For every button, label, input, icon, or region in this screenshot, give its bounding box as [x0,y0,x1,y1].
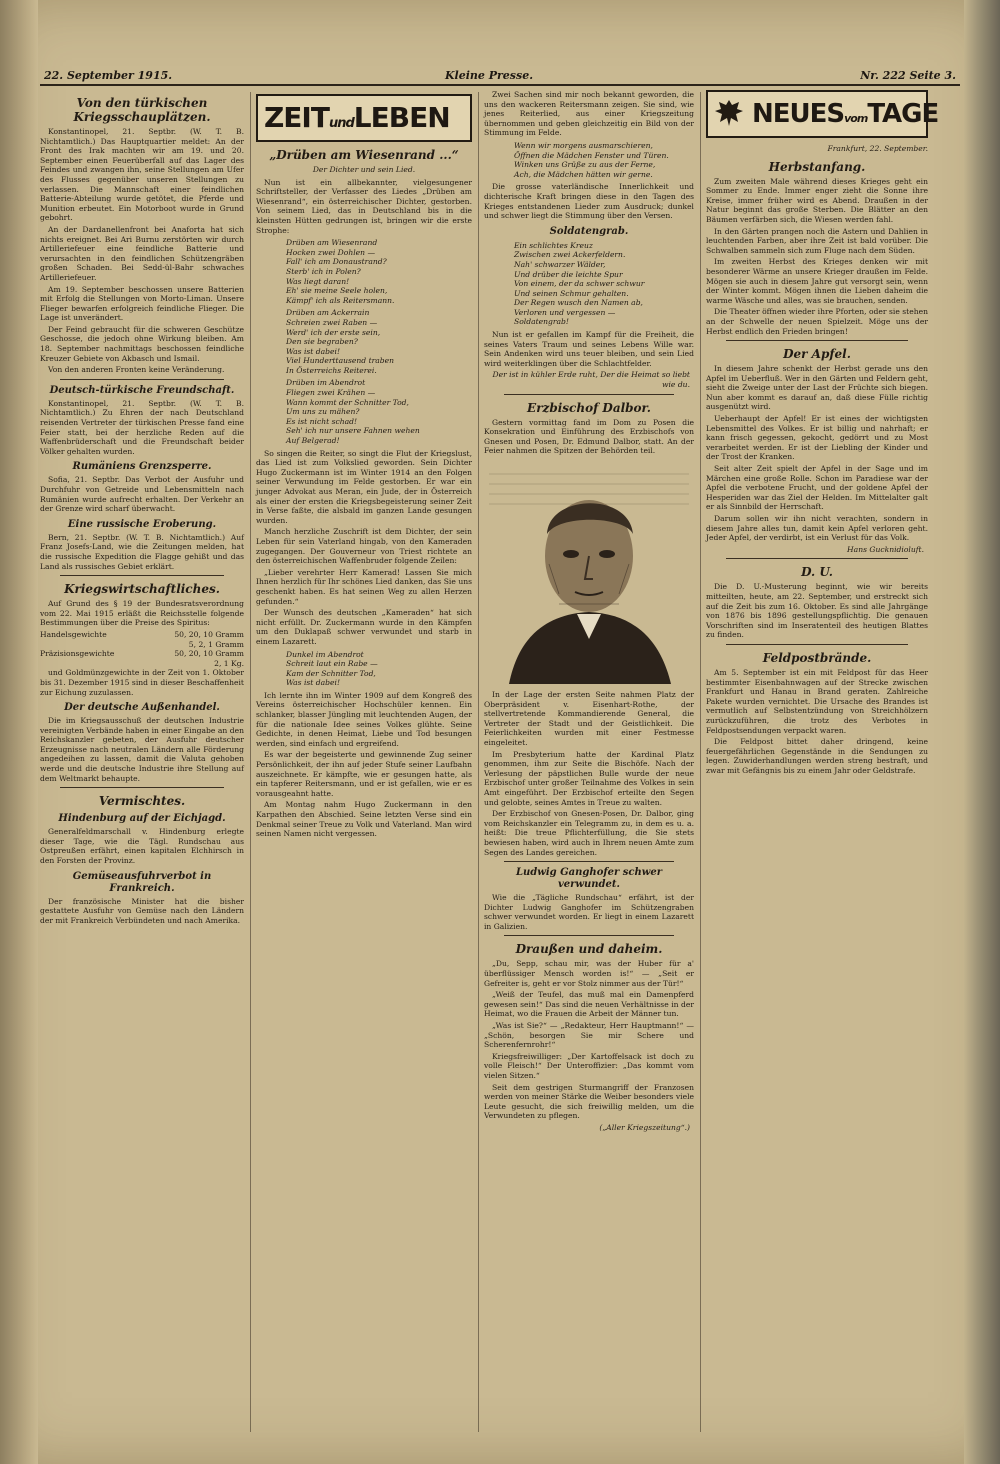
headline-russian-conquest: Eine russische Eroberung. [67,518,217,530]
headline-war-economy: Kriegswirtschaftliches. [64,582,220,597]
column-4 [706,90,939,1440]
article-paragraph: Ich lernte ihn im Winter 1909 auf dem Kongreß des Vereins österreichischer Hochschüler kennen. Ein schlanker, blasser Jüngling mit leuchtenden Augen, der für die nationale Idee seines Volkes glühte. Seine Gedichte, in denen Heimat, Liebe und Tod besungen werden, sind einfach und ergreifend. [256,690,472,748]
headline-field-post-fires: Feldpostbrände. [762,650,872,665]
header-date: 22. September 1915. [44,69,173,82]
table-row: Handelsgewichte 50, 20, 10 Gramm [40,629,244,639]
article-paragraph: Von den anderen Fronten keine Veränderung. [48,365,225,375]
poem-stanza: Wenn wir morgens ausmarschieren, Öffnen die Mädchen Fenster und Türen. Winken uns Grüße zu aus der Ferne, Ach, die Mädchen hätten wir gerne. [514,140,669,179]
article-paragraph: Auf Grund des § 19 der Bundesratsverordnung vom 22. Mai 1915 erläßt die Reichsstelle folgende Bestimmungen über die Preise des Spiritus: [40,599,244,628]
article-paragraph: Nun ist ein allbekannter, vielgesungener Schriftsteller, der Verfasser des Liedes „Drüben am Wiesenrand“, ein österreichischer Dichter, gestorben. Von seinem Lied, das in Deutschland bis in die kleinsten Hütten gedrungen ist, bringen wir die erste Strophe: [256,177,472,235]
poem-stanza: Drüben am Wiesenrand Hocken zwei Dohlen — Fall' ich am Donaustrand? Sterb' ich in Polen? Was liegt daran! Eh' sie meine Seele holen, Kämpf' ich als Reitersmann. [286,238,395,305]
article-paragraph: Die Feldpost bittet daher dringend, keine feuergefährlichen Gegenstände in die Sendungen zu legen. Zuwiderhandlungen werden streng bestraft, und zwar mit Gefängnis bis zu einem Jahr oder Geldstrafe. [706,737,928,775]
headline-foreign-trade: Der deutsche Außenhandel. [64,702,220,714]
headline-miscellaneous: Vermischtes. [98,794,186,809]
article-paragraph: Es war der begeisterte und gewinnende Zug seiner Persönlichkeit, der ihn auf jeder Stufe seiner Laufbahn auszeichnete. Er kämpfte, wie er gesungen hatte, als ein tapferer Reitersmann, und er ist gefallen, wie er es vorausgeahnt hatte. [256,750,472,798]
article-paragraph: Am 19. September beschossen unsere Batterien mit Erfolg die Stellungen von Morto-Liman. Unsere Flieger bewarfen erfolgreich feindliche Flieger. Die Lage ist unverändert. [40,284,244,323]
table-row: 2, 1 Kg. [214,658,244,668]
article-paragraph: So singen die Reiter, so singt die Flut der Kriegslust, das Lied ist zum Volkslied geworden. Sein Dichter Hugo Zuckermann ist im Winter 1914 an den Folgen seiner Verwundung im Felde gestorben. Er war ein junger Advokat aus Meran, ein Jude, der in Österreich als einer der ersten die Kriegsbegeisterung seiner Zeit in Verse faßte, die alsbald im ganzen Lande gesungen wurden. [256,448,472,525]
article-paragraph: Ueberhaupt der Apfel! Er ist eines der wichtigsten Lebensmittel des Volkes. Er ist billig und nahrhaft; er kann frisch gegessen, gekocht, gedörrt und zu Most verarbeitet werden. Er ist der Liebling der Kinder und der Trost der Kranken. [706,414,928,462]
article-paragraph: Seit dem gestrigen Sturmangriff der Franzosen werden von meiner Stärke die Weiber besonders viele Leute gesucht, die sich freiwillig melden, um die Verwundeten zu pflegen. [484,1082,694,1121]
article-paragraph: Am 5. September ist ein mit Feldpost für das Heer bestimmter Eisenbahnwagen auf der Strecke zwischen Frankfurt und Hanau in Brand geraten. Zahlreiche Pakete wurden vernichtet. Die Ursache des Brandes ist vermutlich auf Selbstentzündung von Streichhölzern zurückzuführen, die trotz des Verbotes in Feldpostsendungen verpackt waren. [706,667,928,735]
author-signature: Hans Gucknidioluft. [847,544,924,554]
article-paragraph: Die grosse vaterländische Innerlichkeit und dichterische Kraft bringen diese in den Tagen des Krieges entstandenen Lieder zum Ausdruck; dunkel und schwer liegt die Stimmung über den Versen. [484,182,694,221]
article-paragraph: Konstantinopel, 21. Septbr. (W. T. B. Nichtamtlich.) Das Hauptquartier meldet: An der Front des Irak machten wir am 19. und 20. September einen Feuerüberfall auf das Lager des Feindes und zwangen ihn, seine Stellungen am Ufer des Flusses gegenüber unseren Stellungen zu verlassen. Die Mannschaft einer feindlichen Batterie-Abteilung wurde getötet, die Pferde und Munition erbeutet. Ein Motorboot wurde in Grund gebohrt. [40,127,244,223]
section-rule [726,558,908,559]
page-header [40,68,960,86]
banner-title: NEUESvomTAGE [752,99,939,129]
section-rule [504,394,674,395]
article-paragraph: An der Dardanellenfront bei Anaforta hat sich nichts ereignet. Bei Ari Burnu zerstörten wir durch Artilleriefeuer eine feindliche Batterie und verursachten in den feindlichen Schützengräben großen Schaden. Bei Sedd-ül-Bahr schwaches Artilleriefeuer. [40,224,244,282]
right-page-edge [964,0,1000,1464]
headline-vegetable-export: Gemüseausfuhrverbot in Frankreich. [72,870,212,894]
article-paragraph: Bern, 21. Septbr. (W. T. B. Nichtamtlich.) Auf Franz Josefs-Land, wie die Zeitungen melden, hat die russische Expedition die Flagge gehißt und das Land als russisches Gebiet erklärt. [40,532,244,571]
feuilleton-title: „Drüben am Wiesenrand ...“ [269,148,459,162]
headline-apple: Der Apfel. [783,347,851,362]
column-divider [478,92,479,1432]
section-rule [726,644,908,645]
article-paragraph: Die D. U.-Musterung beginnt, wie wir bereits mitteilten, heute, am 22. September, und erstreckt sich auf die Zeit bis zum 16. Oktober. Es sind alle Jahrgänge von 1876 bis 1896 gestellungspflichtig. Die genauen Vorschriften sind im Inseratenteil des heutigen Blattes zu finden. [706,582,928,640]
article-paragraph: Kriegsfreiwilliger: „Der Kartoffelsack ist doch zu volle Fleisch!“ Der Unteroffizier: „Das kommt vom vielen Sitzen.“ [484,1051,694,1080]
article-paragraph: „Was ist Sie?“ — „Redakteur, Herr Hauptmann!“ — „Schön, besorgen Sie mir Schere und Scherenfernrohr!“ [484,1021,694,1050]
article-paragraph: Die Theater öffnen wieder ihre Pforten, oder sie stehen an der Schwelle der neuen Spielzeit. Möge uns der Herbst endlich den Frieden bringen! [706,307,928,336]
article-paragraph: Zwei Sachen sind mir noch bekannt geworden, die uns den wackeren Reitersmann zeigen. Sie sind, wie jenes Reiterlied, aus einer Kriegszeitung übernommen und geben gleichzeitig ein Bild von der Stimmung im Felde. [484,90,694,138]
poem-stanza: Drüben im Abendrot Fliegen zwei Krähen — Wann kommt der Schnitter Tod, Um uns zu mähen? Es ist nicht schad! Seh' ich nur unsere Fahnen wehen Auf Belgerad! [286,378,420,446]
column-3 [484,90,694,1440]
archbishop-portrait-image [489,464,689,684]
article-paragraph: Die im Kriegsausschuß der deutschen Industrie vereinigten Verbände haben in einer Eingabe an den Reichskanzler gebeten, der Ausfuhr deutscher Erzeugnisse nach neutralen Ländern alle Förderung angedeihen zu lassen, damit die Valuta gehoben werde und die deutsche Industrie ihre Stellung auf dem Weltmarkt behaupte. [40,716,244,783]
article-paragraph: Sofia, 21. Septbr. Das Verbot der Ausfuhr und Durchfuhr von Getreide und Lebensmitteln nach Rumänien wurde aufrecht erhalten. Der Verkehr an der Grenze wird scharf überwacht. [40,475,244,514]
article-paragraph: Generalfeldmarschall v. Hindenburg erlegte dieser Tage, wie die Tägl. Rundschau aus Ostpreußen erfährt, einen kapitalen Elchhirsch in den Forsten der Provinz. [40,827,244,866]
article-paragraph: Manch herzliche Zuschrift ist dem Dichter, der sein Leben für sein Vaterland hingab, von den Kameraden zugegangen. Der Gouverneur von Triest richtete an den österreichischen Waffenbruder folgende Zeilen: [256,527,472,566]
dateline: Frankfurt, 22. September. [827,144,928,153]
poem-stanza: Ein schlichtes Kreuz Zwischen zwei Ackerfeldern. Nah' schwarzer Wälder, Und drüber die leichte Spur Von einem, der da schwer schwur Und seinen Schmur gehalten. Der Regen wusch den Namen ab, Verloren und vergessen — Soldatengrab! [514,240,645,327]
table-row: Präzisionsgewichte 50, 20, 10 Gramm [40,649,244,659]
header-issue: Nr. 222 Seite 3. [860,69,956,82]
table-row: 5, 2, 1 Gramm [188,639,244,649]
closing-verse: Der ist in kühler Erde ruht, Der die Heimat so liebt wie du. [492,370,690,390]
article-paragraph: Nun ist er gefallen im Kampf für die Freiheit, die seines Vaters Traum und seines Lebens Wille war. Sein Andenken wird uns teuer bleiben, und sein Lied wird weiterklingen über die Schlachtfelder. [484,330,694,368]
feuilleton-subtitle: Der Dichter und sein Lied. [312,165,416,174]
eagle-crest-icon [712,96,746,130]
headline-autumn: Herbstanfang. [768,159,866,174]
column-divider [700,92,701,1432]
article-paragraph: Der Feind gebraucht für die schweren Geschütze Geschosse, die jedoch ohne Wirkung bleiben. Am 18. September nachmittags beschossen feindliche Kreuzer Gebiete von Akbasch und Ismail. [40,324,244,363]
article-paragraph: Darum sollen wir ihn nicht verachten, sondern in diesem Jahre alles tun, damit kein Apfel verloren geht. Jeder Apfel, der verdirbt, ist ein Verlust für das Volk. [706,514,928,543]
headline-outside-and-home: Draußen und daheim. [515,942,663,957]
article-paragraph: „Weiß der Teufel, das muß mal ein Damenpferd gewesen sein!“ Das sind die neuen Verhältnisse in der Heimat, wo die Frauen die Arbeit der Männer tun. [484,990,694,1019]
headline-ganghofer: Ludwig Ganghofer schwer verwundet. [515,867,663,891]
article-paragraph: Der Erzbischof von Gnesen-Posen, Dr. Dalbor, ging vom Reichskanzler ein Telegramm zu, in dem es u. a. heißt: Die treue Pflichterfüllung, die Sie stets bewiesen haben, wird auch in Ihrem neuen Amte zum Segen des Landes gereichen. [484,809,694,857]
column-1 [40,90,244,1440]
headline-friendship: Deutsch-türkische Freundschaft. [49,384,235,396]
banner-title: ZEITundLEBEN [264,101,450,134]
zeit-und-leben-banner [256,94,472,142]
article-paragraph: Seit alter Zeit spielt der Apfel in der Sage und im Märchen eine große Rolle. Schon im Paradiese war der Apfel die verbotene Frucht, und der goldene Apfel der Hesperiden war das Ziel der Helden. Im Mittelalter galt er als Sinnbild der Herrschaft. [706,464,928,512]
section-rule [504,935,674,936]
neues-vom-tage-banner [706,90,939,138]
headline-turkish-front: Von den türkischen Kriegsschauplätzen. [73,96,211,124]
header-paper-name: Kleine Presse. [445,69,534,82]
article-paragraph: Konstantinopel, 21. Septbr. (W. T. B. Nichtamtlich.) Zu Ehren der nach Deutschland reisenden Vertreter der türkischen Presse fand eine Feier statt, bei der herzliche Reden auf die Waffenbrüderschaft und die Freundschaft beider Völker gehalten wurden. [40,398,244,456]
section-rule [504,861,674,862]
weights-table [40,630,244,668]
source-attribution: („Aller Kriegszeitung“.) [599,1122,690,1132]
article-paragraph: Der französische Minister hat die bisher gestattete Ausfuhr von Gemüse nach den Ländern der mit Frankreich Verbündeten und nach Amerika. [40,896,244,925]
article-paragraph: Im Presbyterium hatte der Kardinal Platz genommen, ihm zur Seite die Bischöfe. Nach der Verlesung der päpstlichen Bulle wurde der neue Erzbischof unter großer Teilnahme des Volkes in sein Amt eingeführt. Der Erzbischof erteilte den Segen und gelobte, seines Amtes in Treue zu walten. [484,749,694,807]
article-paragraph: In der Lage der ersten Seite nahmen Platz der Oberpräsident v. Eisenhart-Rothe, der stellvertretende Kommandierende General, die Vertreter der Stadt und der Geistlichkeit. Die Feierlichkeiten wurden mit einer Festmesse eingeleitet. [484,690,694,747]
column-2 [256,90,472,1440]
headline-archbishop: Erzbischof Dalbor. [527,400,651,415]
section-rule [726,340,908,341]
section-rule [60,379,224,380]
article-paragraph: „Du, Sepp, schau mir, was der Huber für a' überflüssiger Mensch worden is!“ — „Seit er Gefreiter is, geht er vor Stolz nimmer aus der Tür!“ [484,959,694,988]
article-paragraph: Der Wunsch des deutschen „Kameraden“ hat sich nicht erfüllt. Dr. Zuckermann wurde in den Kämpfen um den Duklapaß schwer verwundet und starb in einem Lazarett. [256,608,472,646]
column-divider [250,92,251,1432]
poem-title: Soldatengrab. [549,225,629,237]
article-paragraph: Gestern vormittag fand im Dom zu Posen die Konsekration und Einführung des Erzbischofs von Gnesen und Posen, Dr. Edmund Dalbor, statt. An der Feier nahmen die Spitzen der Behörden teil. [484,417,694,456]
section-rule [60,575,224,576]
poem-stanza: Drüben am Ackerrain Schreien zwei Raben — Werd' ich der erste sein, Den sie begraben? Was ist dabei! Viel Hunderttausend traben In Österreichs Reiterei. [286,308,395,375]
article-paragraph: Am Montag nahm Hugo Zuckermann in den Karpathen den Abschied. Seine letzten Verse sind ein Denkmal seiner Treue zu Volk und Vaterland. Man wird seinen Namen nicht vergessen. [256,800,472,839]
article-paragraph: In den Gärten prangen noch die Astern und Dahlien in leuchtenden Farben, aber ihre Zeit ist bald vorüber. Die Schwalben sammeln sich zum Fluge nach dem Süden. [706,226,928,255]
article-paragraph: Wie die „Tägliche Rundschau“ erfährt, ist der Dichter Ludwig Ganghofer im Schützengraben schwer verwundet worden. Er liegt in einem Lazarett in Galizien. [484,893,694,931]
headline-romania: Rumäniens Grenzsperre. [72,461,212,473]
poem-stanza: Dunkel im Abendrot Schreit laut ein Rabe — Kam der Schnitter Tod, Was ist dabei! [286,649,378,688]
headline-du: D. U. [801,565,833,580]
article-paragraph: und Goldmünzgewichte in der Zeit von 1. Oktober bis 31. Dezember 1915 sind in dieser Beschaffenheit zur Eichung zuzulassen. [40,668,244,697]
article-paragraph: In diesem Jahre schenkt der Herbst gerade uns den Apfel im Ueberfluß. Wer in den Gärten und Feldern geht, sieht die Zweige unter der Last der Früchte sich biegen. Nun aber kommt es darauf an, daß diese Fülle richtig ausgenützt wird. [706,364,928,412]
article-paragraph: „Lieber verehrter Herr Kamerad! Lassen Sie mich Ihnen herzlich für Ihr schönes Lied danken, das Sie uns geschenkt haben. Es hat seinen Weg zu allen Herzen gefunden.“ [256,567,472,606]
article-paragraph: Im zweiten Herbst des Krieges denken wir mit besonderer Wärme an unsere Krieger draußen im Felde. Mögen sie auch in diesem Jahre gut versorgt sein, wenn der Winter kommt. Mögen ihnen die Lieben daheim die warme Wäsche und alles, was sie brauchen, senden. [706,257,928,305]
article-paragraph: Zum zweiten Male während dieses Krieges geht ein Sommer zu Ende. Immer enger zieht die Sonne ihre Kreise, immer früher wird es Abend. Draußen in der Natur beginnt das große Sterben. Die Blätter an den Bäumen verfärben sich, die Wiesen werden fahl. [706,176,928,224]
headline-hindenburg: Hindenburg auf der Eichjagd. [58,813,226,825]
section-rule [60,787,224,788]
